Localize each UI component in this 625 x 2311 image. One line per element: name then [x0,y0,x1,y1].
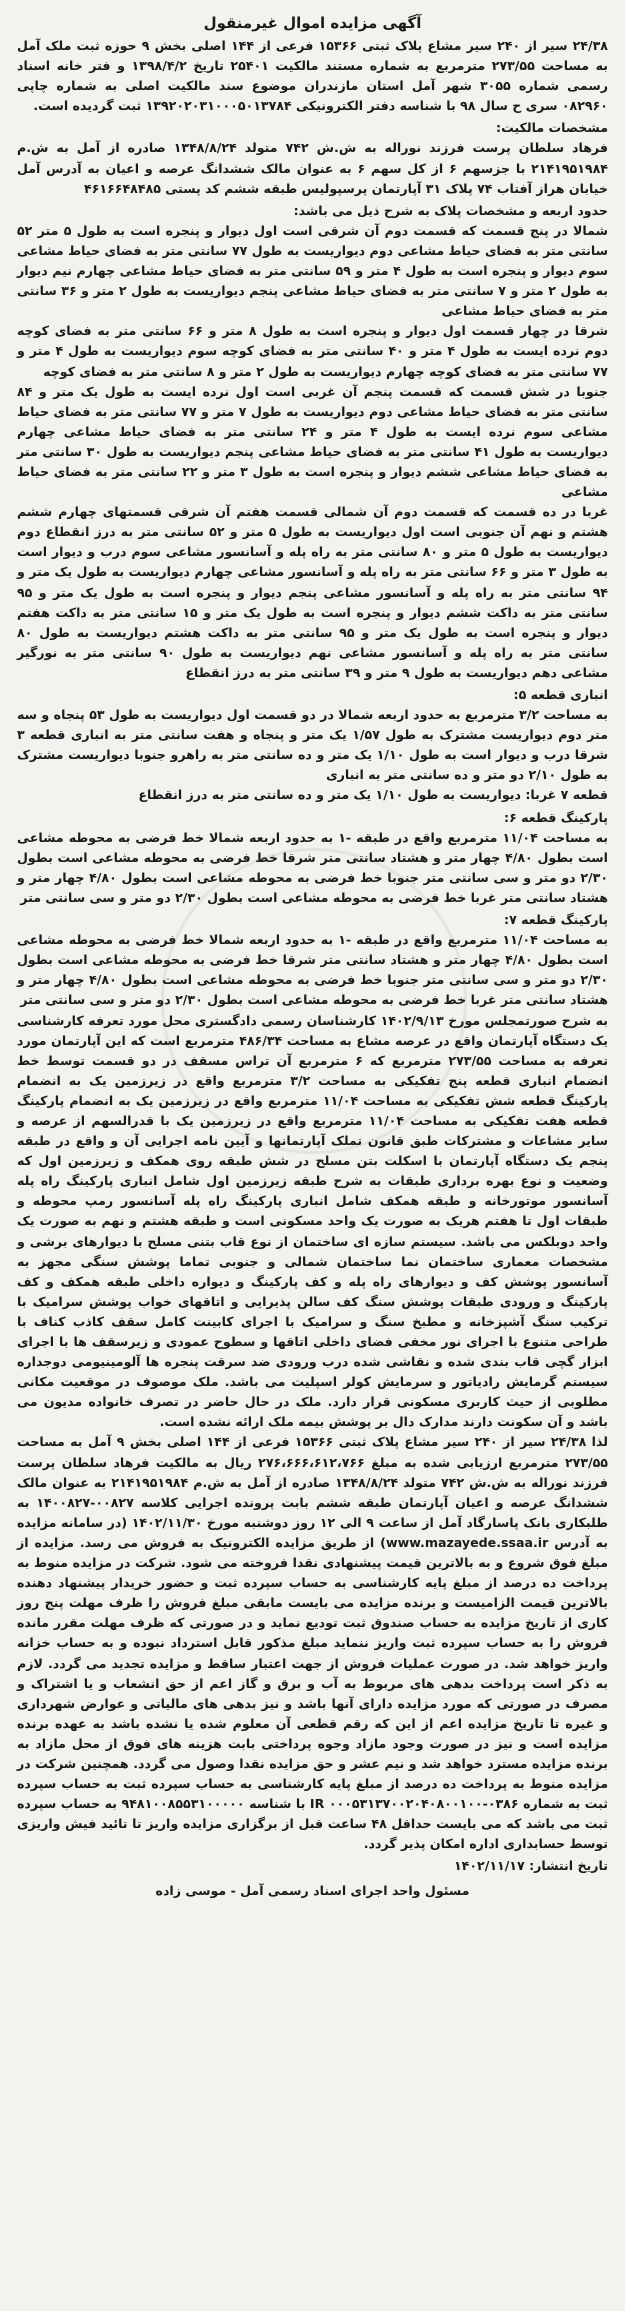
storage-details: به مساحت ۳/۲ مترمربع به حدود اربعه شمالا در دو قسمت اول دیواریست به طول ۵۳ پنجاه و سه متر دوم دیواریست مشترک به طول ۱/۵۷ یک متر و پنجاه و هفت سانتی متر به انباری قطعه ۳ شرقا درب و دیوار است به طول ۱/۱۰ یک متر و ده سانتی متر به راهرو جنوبا دیواریست مشترک به طول ۲/۱۰ دو متر و ده سانتی متر به انباری [17,707,608,783]
south-boundary: جنوبا در شش قسمت که قسمت پنجم آن غربی است اول نرده ایست به طول یک متر و ۸۴ سانتی متر به فضای حیاط مشاعی دوم دیواریست به طول ۷ متر و ۷۷ سانتی متر به فضای حیاط مشاعی سوم نرده ایست به طول ۴ متر و ۲۴ سانتی متر به فضای حیاط مشاعی چهارم دیواریست به طول ۴۱ سانتی متر به فضای حیاط مشاعی پنجم دیواریست به طول ۳۰ سانتی متر به فضای حیاط مشاعی ششم دیوار و پنجره است به طول ۳ متر و ۲۲ سانتی متر به فضای حیاط مشاعی [17,383,609,500]
storage-west: قطعه ۷ غربا: دیواریست به طول ۱/۱۰ یک متر و ده سانتی متر به درز انقطاع [138,787,608,803]
owner-details: فرهاد سلطان پرست فرزند نوراله به ش.ش ۷۴۲ متولد ۱۳۴۸/۸/۲۴ صادره از آمل به ش.م ۲۱۴۱۹۵۱۹۸۴ با جزسهم ۶ از کل سهم ۶ به عنوان مالک ششدانگ عرصه و اعیان به آدرس آمل خیابان هراز آفتاب ۷۴ پلاک ۳۱ آپارتمان پرسپولیس طبقه ششم کد پستی ۴۶۱۶۶۴۸۴۸۵ [17,140,609,196]
valuation-terms: لذا ۲۴/۳۸ سیر از ۲۴۰ سیر مشاع پلاک ثبتی ۱۵۳۶۶ فرعی از ۱۴۴ اصلی بخش ۹ آمل به مساحت ۲۷۳/۵۵ مترمربع ارزیابی شده به مبلغ ۲۷۶،۶۶۶،۶۱۲،۷۶۶ ریال به مالکیت فرهاد سلطان پرست فرزند نوراله به ش.ش ۷۴۲ متولد ۱۳۴۸/۸/۲۴ صادره از آمل به ش.م ۲۱۴۱۹۵۱۹۸۴ به عنوان مالک ششدانگ عرصه و اعیان آپارتمان طبقه ششم بابت پرونده اجرایی کلاسه ۰۰۸۲۷-۱۴۰۰۸۲۷ به طلبکاری بانک پاسارگاد آمل از ساعت ۹ الی ۱۲ روز دوشنبه مورخ ۱۴۰۲/۱۱/۳۰ (در سامانه مزایده به آدرس www.mazayede.ssaa.ir) از طریق مزایده الکترونیک به فروش می رسد. مزایده از مبلغ فوق شروع و به بالاترین قیمت پیشنهادی نقدا فروخته می شود. شرکت در مزایده منوط به پرداخت ده درصد از مبلغ پایه کارشناسی به حساب سپرده ثبت و حضور خریدار پیشنهاد دهنده بالاترین قیمت الزامیست و برنده مزایده می بایست مابقی مبلغ فروش را ظرف مهلت پنج روز کاری از تاریخ مزایده به حساب صندوق ثبت تودیع نماید و در صورتی که ظرف مهلت مقرر مانده فروش را به حساب سپرده ثبت واریز ننماید مبلغ مذکور قابل استرداد نبوده و به حساب خزانه واریز خواهد شد. در صورت عملیات فروش از جهت اعتبار ساقط و مزایده تجدید می گردد. لازم به ذکر است پرداخت بدهی های مربوط به آب و برق و گاز اعم از حق انشعاب و یا اشتراک و مصرف در صورتی که مورد مزایده دارای آنها باشد و نیز بدهی های مالیاتی و عوارض شهرداری و غیره تا تاریخ مزایده اعم از این که رقم قطعی آن معلوم شده یا نشده باشد به عهده برنده مزایده است و نیز در صورت وجود مازاد وجوه پرداختی بابت هزینه های فوق از محل مازاد به برنده مزایده مسترد خواهد شد و نیم عشر و حق مزایده نقدا وصول می گردد. همچنین شرکت در مزایده منوط به پرداخت ده درصد از مبلغ پایه کارشناسی به حساب سپرده ثبت به حساب سپرده ثبت به شماره ۰۳۸۶-۰۰۰۵۳۱۳۷۰۰۲۰۴۰۸۰۰۱۰۰ IR با شناسه ۹۴۸۱۰۰۸۵۵۳۱۰۰۰۰۰ به حساب سپرده ثبت می باشد که می بایست حداقل ۴۸ ساعت قبل از برگزاری مزایده واریز تا تائید فیش واریزی توسط حسابداری اداره امکان پذیر گردد. [17,1434,609,1852]
auction-notice [11,8,614,2295]
north-boundary: شمالا در پنج قسمت که قسمت دوم آن شرقی است اول دیوار و پنجره است به طول ۵ متر ۵۲ سانتی متر به فضای حیاط مشاعی دوم دیواریست به طول ۷۷ سانتی متر به فضای حیاط مشاعی سوم دیوار و پنجره است به طول ۴ متر و ۵۹ سانتی متر به فضای حیاط مشاعی چهارم نیم دیوار به طول ۲ متر و ۷ سانتی متر به فضای حیاط مشاعی پنجم دیواریست به طول ۲ متر و ۳۶ سانتی متر به فضای حیاط مشاعی [17,222,608,319]
storage-heading: انباری قطعه ۵: [513,687,608,702]
parking6-details: به مساحت ۱۱/۰۴ مترمربع واقع در طبقه -۱ به حدود اربعه شمالا خط فرضی به محوطه مشاعی است بطول ۴/۸۰ چهار متر و هشتاد سانتی متر شرقا خط فرضی به محوطه مشاعی است بطول ۲/۳۰ دو متر و سی سانتی متر جنوبا خط فرضی به محوطه مشاعی است بطول ۴/۸۰ چهار متر و هشتاد سانتی متر غربا خط فرضی به محوطه مشاعی است بطول ۲/۳۰ دو متر و سی سانتی متر [17,829,609,905]
property-intro: ۲۴/۳۸ سیر از ۲۴۰ سیر مشاع پلاک ثبتی ۱۵۳۶۶ فرعی از ۱۴۴ اصلی بخش ۹ حوزه ثبت ملک آمل به مساحت ۲۷۳/۵۵ مترمربع به شماره مستند مالکیت ۲۵۴۰۱ تاریخ ۱۳۹۸/۴/۲ و فتر خانه اسناد رسمی شماره ۳۰۵۵ شهر آمل استان مازندران موضوع سند مالکیت اصلی به شماره چاپی ۰۸۲۹۶۰ سری ح سال ۹۸ با شناسه دفتر الکترونیکی ۱۳۹۲۰۲۰۳۱۰۰۰۵۰۱۳۷۸۴ ثبت گردیده است. [17,38,608,114]
signature: مسئول واحد اجرای اسناد رسمی آمل - موسی زاده [155,1882,470,1898]
parking7-heading: پارکینگ قطعه ۷: [504,912,608,928]
east-boundary: شرقا در چهار قسمت اول دیوار و پنجره است به طول ۸ متر و ۶۶ سانتی متر به فضای کوچه دوم نرده ایست به طول ۴ متر و ۴۰ سانتی متر به فضای کوچه سوم دیواریست به طول ۴ متر و ۷۷ سانتی متر به فضای کوچه چهارم دیواریست به طول ۲ متر و ۸ سانتی متر به فضای کوچه [17,323,608,379]
west-boundary: غربا در ده قسمت که قسمت دوم آن شمالی قسمت هفتم آن شرقی قسمتهای چهارم ششم هشتم و نهم آن جنوبی است اول دیواریست به طول ۵ متر و ۵۲ سانتی متر به درز انقطاع دوم دیواریست به طول ۵ متر و ۸۰ سانتی متر به راه پله و آسانسور مشاعی سوم درب و دیوار است به طول ۳ متر و ۶۶ سانتی متر به راه پله و آسانسور مشاعی چهارم دیواریست به طول یک متر و ۹۴ سانتی متر به راه پله و آسانسور مشاعی پنجم دیوار و پنجره است به طول یک متر و ۹۵ سانتی متر به داکت ششم دیوار و پنجره است به طول یک متر و ۱۵ سانتی متر به داکت هفتم دیوار و پنجره است به طول یک متر و ۹۵ سانتی متر به داکت هشتم دیواریست به طول ۸۰ سانتی متر به راه پله و آسانسور مشاعی نهم دیواریست به طول ۹۰ سانتی متر به نورگیر مشاعی دهم دیواریست به طول ۹ متر و ۳۹ سانتی متر به درز انقطاع [17,504,608,680]
expert-report: به شرح صورتمجلس مورخ ۱۴۰۲/۹/۱۳ کارشناسان رسمی دادگستری محل مورد تعرفه کارشناسی یک دستگاه آپارتمان واقع در عرصه مشاع به مساحت ۴۸۶/۳۴ مترمربع است که این آپارتمان مورد تعرفه به مساحت ۲۷۳/۵۵ مترمربع که ۶ مترمربع آن تراس مسقف در دو قسمت توسط خط انضمام انباری قطعه پنج تفکیکی به مساحت ۳/۲ مترمربع واقع در زیرزمین یک به انضمام پارکینگ قطعه شش تفکیکی به مساحت ۱۱/۰۴ مترمربع واقع در زیرزمین یک به انضمام پارکینگ قطعه هفت تفکیکی به مساحت ۱۱/۰۴ مترمربع واقع در زیرزمین یک با قدرالسهم از عرصه و سایر مشاعات و مشترکات طبق قانون تملک آپارتمانها و آیین نامه اجرایی آن و واقع در طبقه پنجم یک دستگاه آپارتمان با اسکلت بتن مسلح در شش طبقه روی همکف و زیرزمین اول که وضعیت و نوع بهره برداری طبقات به شرح طبقه زیرزمین اول شامل انباری پارکینگ راه پله آسانسور موتورخانه و طبقه همکف شامل انباری پارکینگ راه پله آسانسور رمپ محوطه و طبقات اول تا هفتم هریک به صورت یک واحد مسکونی است و طبقه هشتم و نهم به صورت یک واحد دوبلکس می باشد. سیستم سازه ای ساختمان از نوع قاب بتنی مسلح با دیوارهای برشی و مشخصات معماری ساختمان نما ساختمان شمالی و جنوبی تماما پوشش سنگی مجهز به آسانسور پوشش کف و دیوارهای راه پله و کف پارکینگ و دیواره داخلی طبقه همکف و کف پارکینگ و ورودی طبقات پوشش سنگ کف سالن پذیرایی و اتاقهای خواب پوشش سرامیک با ترکیب سنگ آشپزخانه و مطبخ سنگ و سرامیک با اجرای کابینت کامل سقف کاذب کناف با طراحی متنوع با اجرای نور مخفی فضای داخلی اتاقها و سطوح عمودی و زیرسقف ها با اجرای ابزار گچی قاب بندی شده و نقاشی شده درب ورودی ضد سرقت پنجره ها آلومینیومی دوجداره سیستم گرمایش رادیاتور و سرمایش کولر اسپلیت می باشد. ملک موصوف در موقعیت مکانی مطلوبی از حیث کاربری مسکونی قرار دارد. ملک در حال حاضر در تصرف خانواده مدیون می باشد و آن سکونت دارند مدارک دال بر پوشش بیمه ملک ارائه نشده است. [17,1012,609,1430]
parking7-details: به مساحت ۱۱/۰۴ مترمربع واقع در طبقه -۱ به حدود اربعه شمالا خط فرضی به محوطه مشاعی است بطول ۴/۸۰ چهار متر و هشتاد سانتی متر شرقا خط فرضی به محوطه مشاعی است بطول ۲/۳۰ دو متر و سی سانتی متر جنوبا خط فرضی به محوطه مشاعی است بطول ۴/۸۰ چهار متر و هشتاد سانتی متر غربا خط فرضی به محوطه مشاعی است بطول ۲/۳۰ دو متر و سی سانتی متر [17,932,609,1008]
bounds-heading: حدود اربعه و مشخصات پلاک به شرح ذیل می باشد: [293,202,608,218]
notice-title: آگهی مزایده اموال غیرمنقول [203,14,422,32]
parking6-heading: پارکینگ قطعه ۶: [504,809,608,825]
publish-date: تاریخ انتشار: ۱۴۰۲/۱۱/۱۷ [453,1858,608,1874]
owner-heading: مشخصات مالکیت: [496,120,608,136]
